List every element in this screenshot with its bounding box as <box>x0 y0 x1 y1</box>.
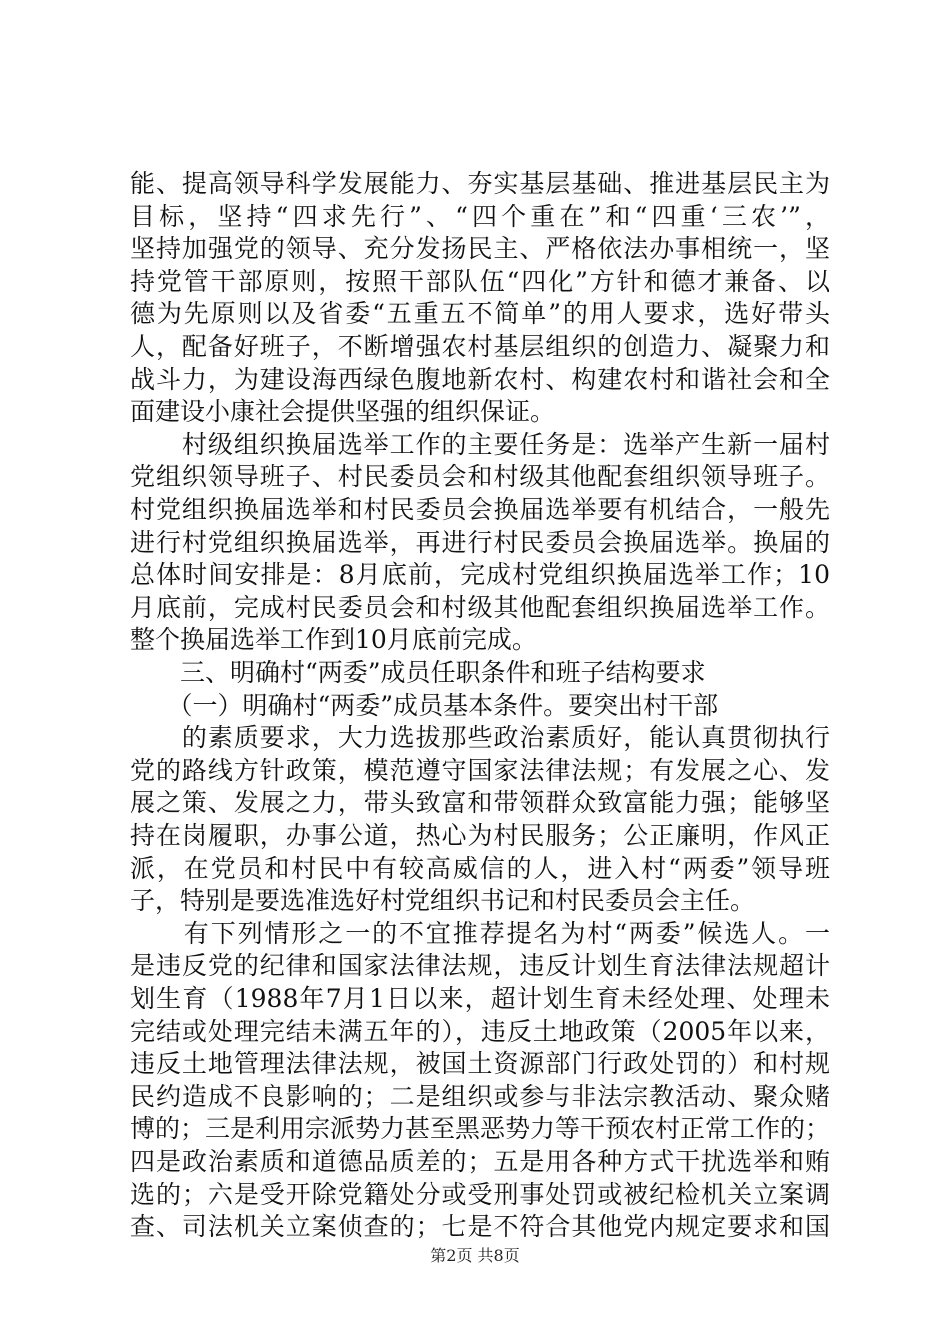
text-line: 目标，坚持“四求先行”、“四个重在”和“四重‘三农’”， <box>130 201 830 231</box>
text-line: 进行村党组织换届选举，再进行村民委员会换届选举。换届的 <box>130 527 830 557</box>
text-line: 完结或处理完结未满五年的），违反土地政策（2005年以来， <box>130 1016 830 1046</box>
text-line: 总体时间安排是：8月底前，完成村党组织换届选举工作；10 <box>130 560 830 590</box>
text-line: 战斗力，为建设海西绿色腹地新农村、构建农村和谐社会和全 <box>130 364 830 394</box>
text-line: 村级组织换届选举工作的主要任务是：选举产生新一届村 <box>130 429 830 459</box>
text-line: 党的路线方针政策，模范遵守国家法律法规；有发展之心、发 <box>130 755 830 785</box>
text-line: 展之策、发展之力，带头致富和带领群众致富能力强；能够坚 <box>130 788 830 818</box>
page-footer: 第2页 共8页 <box>430 1246 520 1265</box>
text-line: 整个换届选举工作到10月底前完成。 <box>130 625 537 655</box>
text-line: 党组织领导班子、村民委员会和村级其他配套组织领导班子。 <box>130 462 830 492</box>
text-line: 持在岗履职，办事公道，热心为村民服务；公正廉明，作风正 <box>130 821 830 850</box>
text-line: 是违反党的纪律和国家法律法规，违反计划生育法律法规超计 <box>130 951 830 981</box>
subsection-heading: （一）明确村“两委”成员基本条件。要突出村干部 <box>130 690 719 720</box>
text-line: 派，在党员和村民中有较高威信的人，进入村“两委”领导班 <box>130 853 830 883</box>
text-line: 持党管干部原则，按照干部队伍“四化”方针和德才兼备、以 <box>130 266 830 296</box>
text-line: 民约造成不良影响的；二是组织或参与非法宗教活动、聚众赌 <box>130 1081 830 1111</box>
text-line: 子，特别是要选准选好村党组织书记和村民委员会主任。 <box>130 886 756 916</box>
text-line: 四是政治素质和道德品质差的；五是用各种方式干扰选举和贿 <box>130 1147 830 1176</box>
text-line: 德为先原则以及省委“五重五不简单”的用人要求，选好带头 <box>130 299 830 329</box>
text-line: 划生育（1988年7月1日以来，超计划生育未经处理、处理未 <box>130 984 830 1013</box>
text-line: 查、司法机关立案侦查的；七是不符合其他党内规定要求和国 <box>130 1212 830 1242</box>
text-line: 月底前，完成村民委员会和村级其他配套组织换届选举工作。 <box>130 592 830 622</box>
text-line: 面建设小康社会提供坚强的组织保证。 <box>130 397 556 427</box>
text-line: 违反土地管理法律法规，被国土资源部门行政处罚的）和村规 <box>130 1049 830 1079</box>
text-line: 的素质要求，大力选拔那些政治素质好，能认真贯彻执行 <box>130 723 830 753</box>
text-line: 有下列情形之一的不宜推荐提名为村“两委”候选人。一 <box>130 918 830 948</box>
text-line: 村党组织换届选举和村民委员会换届选举要有机结合，一般先 <box>130 495 830 524</box>
text-line: 能、提高领导科学发展能力、夯实基层基础、推进基层民主为 <box>130 169 830 198</box>
text-line: 人，配备好班子，不断增强农村基层组织的创造力、凝聚力和 <box>130 332 830 361</box>
text-line: 坚持加强党的领导、充分发扬民主、严格依法办事相统一，坚 <box>130 234 830 264</box>
text-line: 选的；六是受开除党籍处分或受刑事处罚或被纪检机关立案调 <box>130 1179 830 1209</box>
section-heading: 三、明确村“两委”成员任职条件和班子结构要求 <box>130 658 706 687</box>
text-line: 博的；三是利用宗派势力甚至黑恶势力等干预农村正常工作的； <box>130 1114 831 1144</box>
